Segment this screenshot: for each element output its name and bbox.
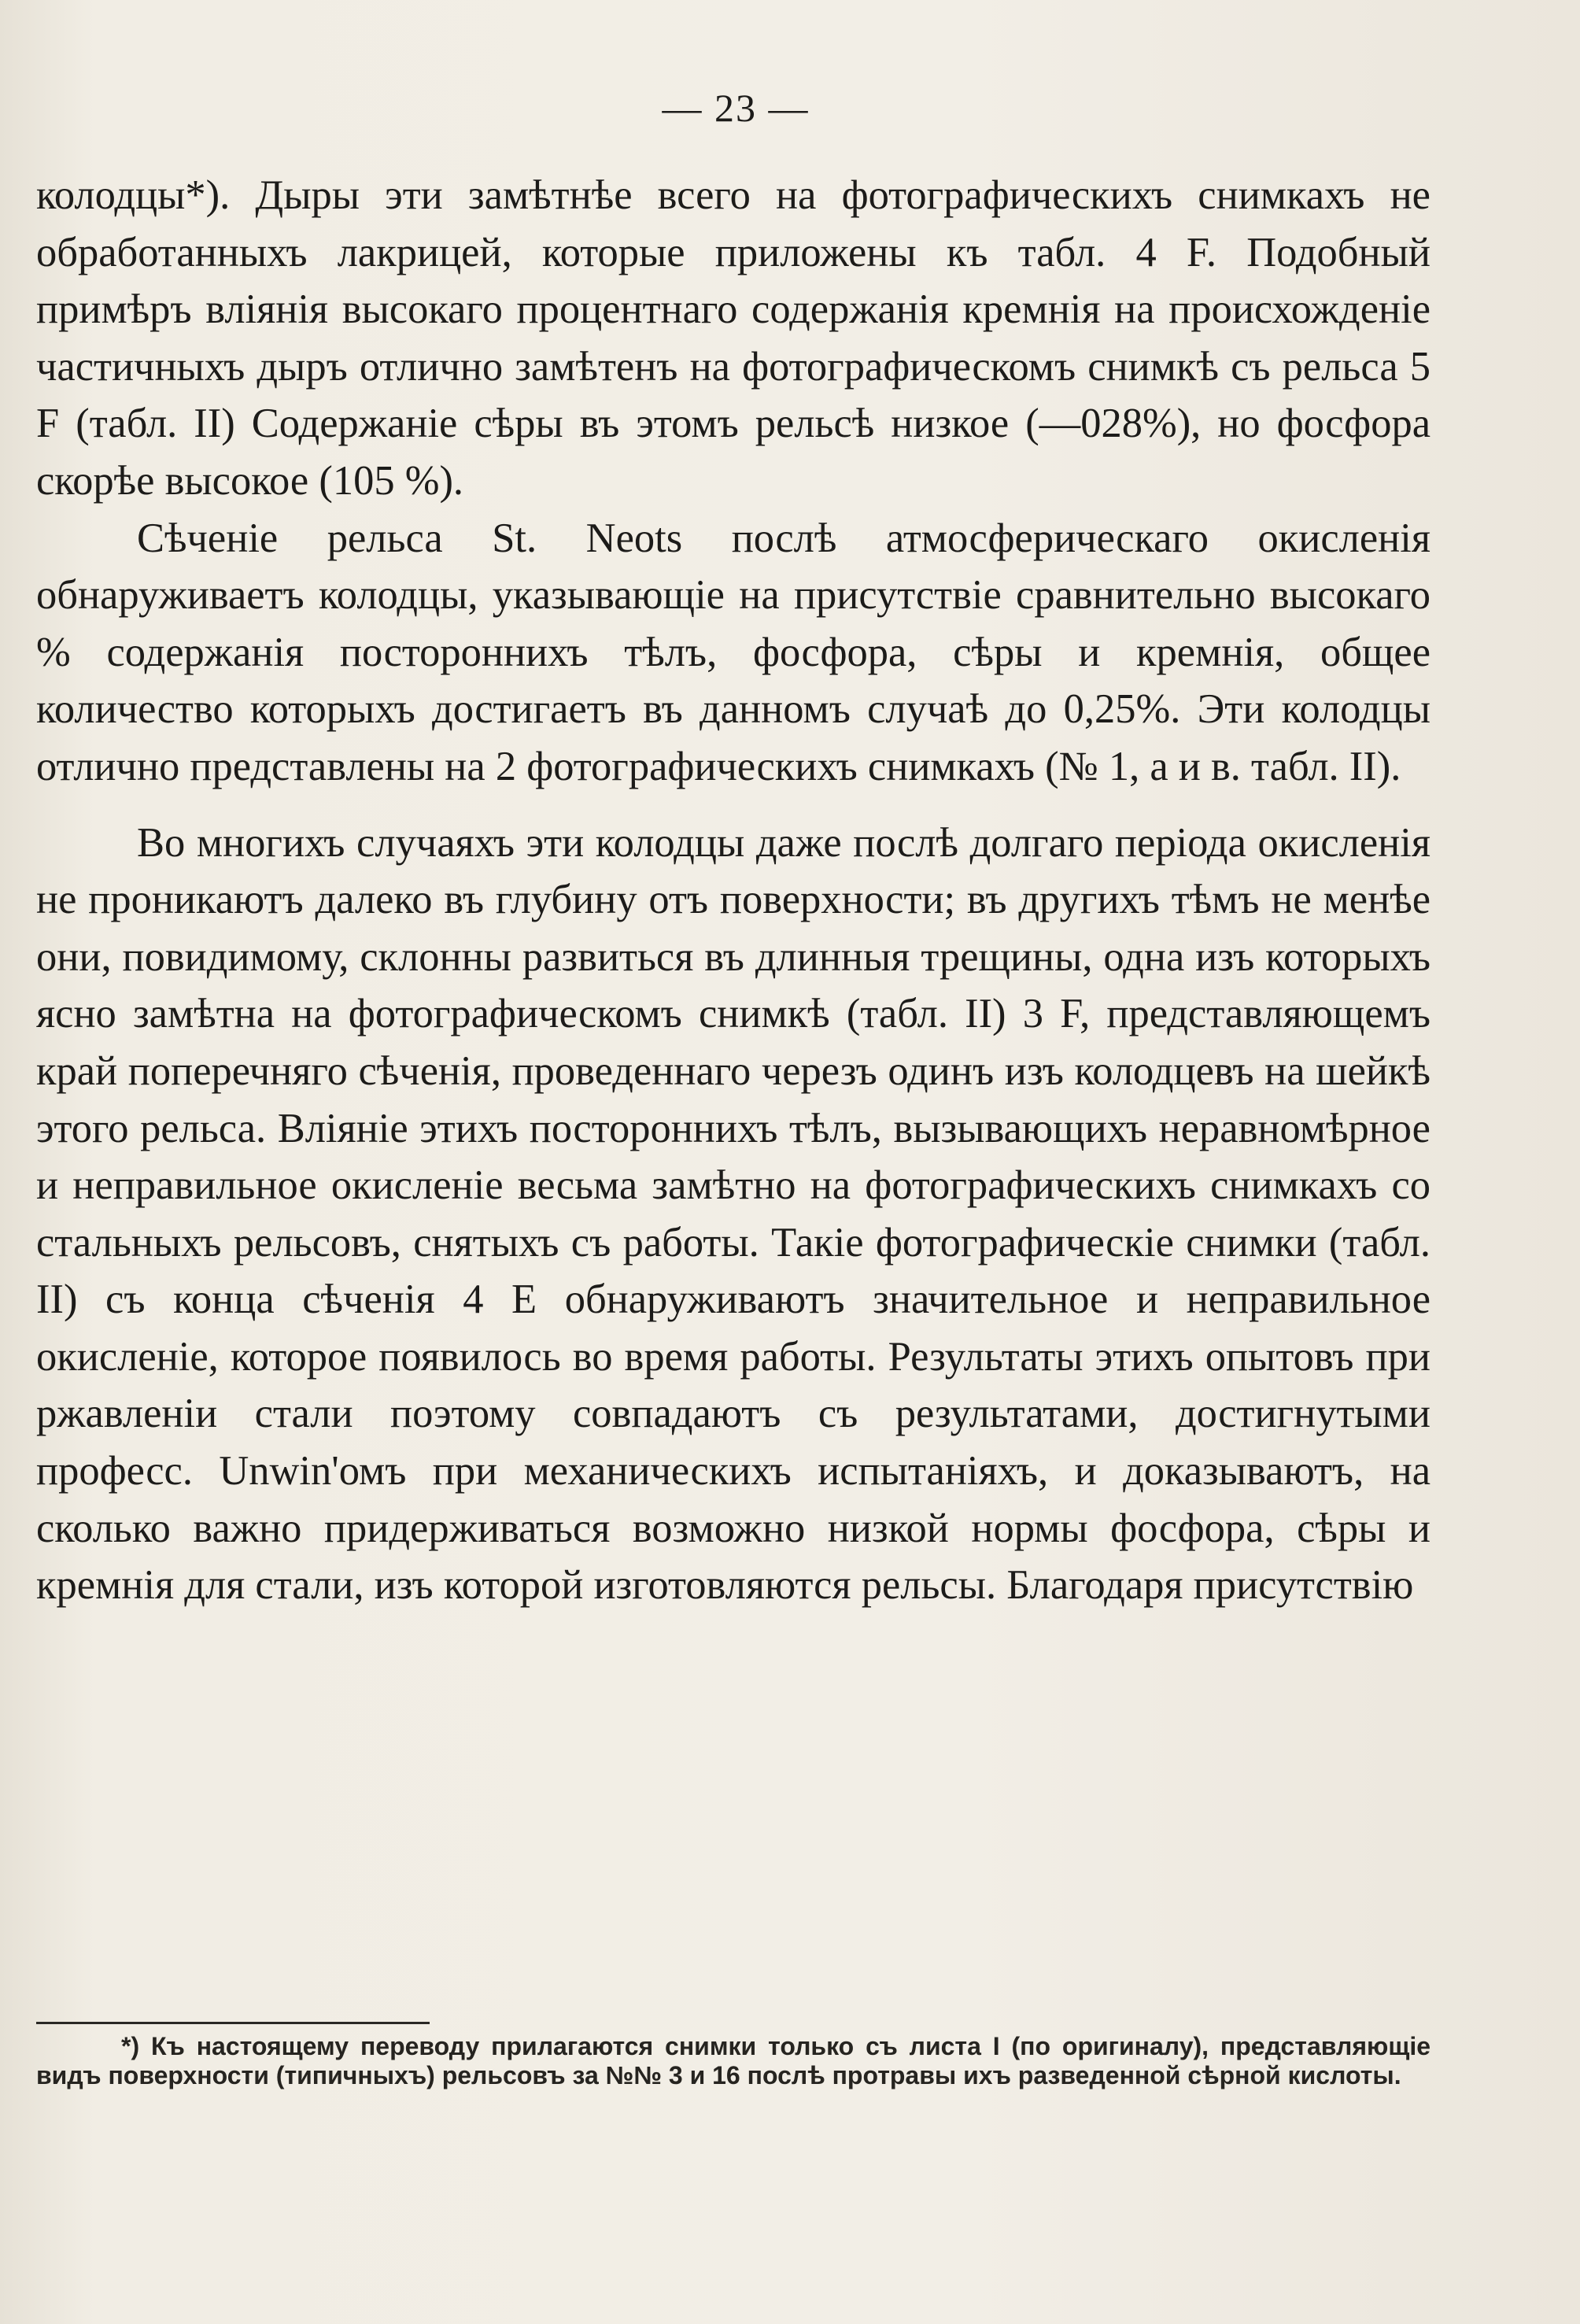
body-text (36, 167, 1430, 1614)
footnote-divider (36, 2022, 430, 2024)
footnote: *) Къ настоящему переводу прилагаются снимки только съ листа I (по оригиналу), представляющіе видъ поверхности (типичныхъ) рельсовъ за №№ 3 и 16 послѣ протравы ихъ разведенной сѣрной кислоты. (36, 2032, 1431, 2089)
page-number: — 23 — (662, 86, 810, 130)
paragraph-3: Во многихъ случаяхъ эти колодцы даже послѣ долгаго періода окисленія не проникаютъ далеко въ глубину отъ поверхности; въ другихъ тѣмъ не менѣе они, повидимому, склонны развиться въ длинныя трещины, одна изъ которыхъ ясно замѣтна на фотографическомъ снимкѣ (табл. II) 3 F, представляющемъ край поперечняго сѣченія, проведеннаго черезъ одинъ изъ колодцевъ на шейкѣ этого рельса. Вліяніе этихъ постороннихъ тѣлъ, вызывающихъ неравномѣрное и неправильное окисленіе весьма замѣтно на фотографическихъ снимкахъ со стальныхъ рельсовъ, снятыхъ съ работы. Такіе фотографическіе снимки (табл. II) съ конца сѣченія 4 E обнаруживаютъ значительное и неправильное окисленіе, которое появилось во время работы. Результаты этихъ опытовъ при ржавленіи стали поэтому совпадаютъ съ результатами, достигнутыми професс. Unwin'омъ при механическихъ испытаніяхъ, и доказываютъ, на сколько важно придерживаться возможно низкой нормы фосфора, сѣры и кремнія для стали, изъ которой изготовляются рельсы. Благодаря присутствію (36, 819, 1430, 1609)
paragraph-2: Сѣченіе рельса St. Neots послѣ атмосферическаго окисленія обнаруживаетъ колодцы, указывающіе на присутствіе сравнительно высокаго % содержанія постороннихъ тѣлъ, фосфора, сѣры и кремнія, общее количество которыхъ достигаетъ въ данномъ случаѣ до 0,25%. Эти колодцы отлично представлены на 2 фотографическихъ снимкахъ (№ 1, а и в. табл. II). (36, 515, 1430, 789)
paragraph-1: колодцы*). Дыры эти замѣтнѣе всего на фотографическихъ снимкахъ не обработанныхъ лакрицей, которые приложены къ табл. 4 F. Подобный примѣръ вліянія высокаго процентнаго содержанія кремнія на происхожденіе частичныхъ дыръ отлично замѣтенъ на фотографическомъ снимкѣ съ рельса 5 F (табл. II) Содержаніе сѣры въ этомъ рельсѣ низкое (—028%), но фосфора скорѣе высокое (105 %). (36, 172, 1430, 504)
